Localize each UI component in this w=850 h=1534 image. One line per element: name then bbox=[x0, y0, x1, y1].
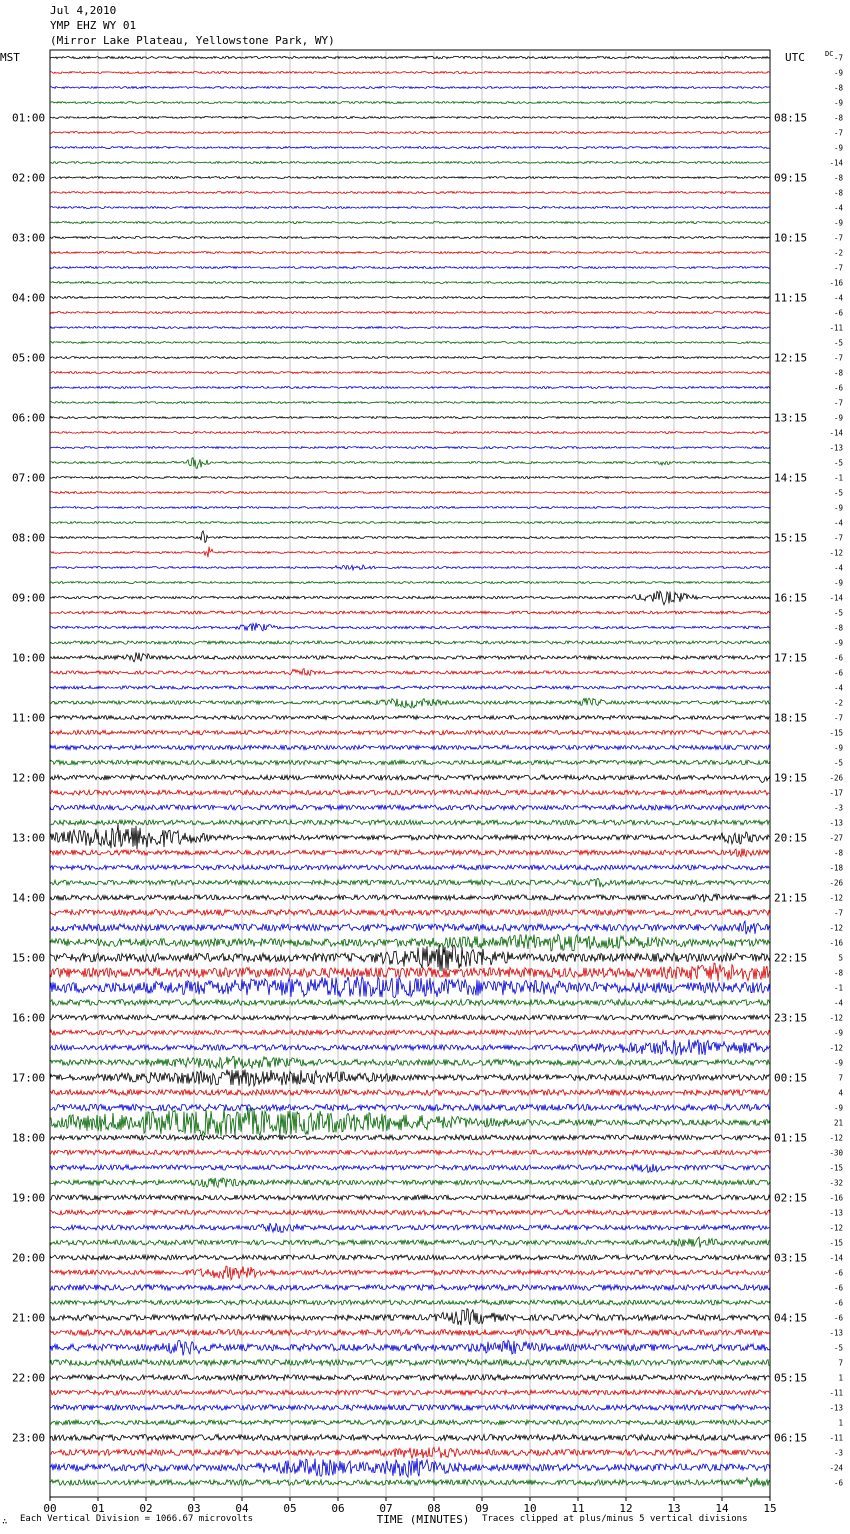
dc-offset-label: -15 bbox=[829, 1238, 843, 1248]
dc-offset-label: -1 bbox=[833, 983, 843, 993]
seismic-trace bbox=[50, 730, 770, 734]
seismic-trace bbox=[50, 1056, 770, 1069]
seismic-trace bbox=[50, 87, 770, 89]
dc-offset-label: -13 bbox=[829, 1328, 843, 1338]
seismic-trace bbox=[50, 1178, 770, 1188]
right-time-label: 18:15 bbox=[774, 711, 808, 725]
dc-offset-label: -8 bbox=[833, 188, 843, 198]
left-time-label: 19:00 bbox=[12, 1191, 46, 1205]
dc-offset-label: -12 bbox=[829, 1013, 843, 1023]
seismic-trace bbox=[50, 921, 770, 934]
seismic-trace bbox=[50, 547, 770, 558]
seismic-trace bbox=[50, 820, 770, 825]
seismic-trace bbox=[50, 237, 770, 239]
x-tick-label: 05 bbox=[283, 1502, 297, 1515]
right-axis-title: UTC bbox=[785, 51, 805, 64]
dc-offset-label: -7 bbox=[833, 53, 843, 63]
seismic-trace bbox=[50, 432, 770, 434]
seismic-trace bbox=[50, 1360, 770, 1366]
left-time-label: 09:00 bbox=[12, 591, 46, 605]
dc-offset-label: -15 bbox=[829, 1163, 843, 1173]
dc-offset-label: -14 bbox=[829, 1253, 843, 1263]
dc-column-title: DC bbox=[825, 50, 834, 58]
dc-offset-label: -4 bbox=[833, 998, 843, 1008]
seismic-trace bbox=[50, 1309, 770, 1326]
seismic-trace bbox=[50, 1015, 770, 1020]
seismic-trace bbox=[50, 1340, 770, 1355]
dc-offset-label: -16 bbox=[829, 1193, 843, 1203]
left-time-label: 15:00 bbox=[12, 951, 46, 965]
right-time-label: 22:15 bbox=[774, 951, 808, 965]
right-time-label: 12:15 bbox=[774, 351, 808, 365]
dc-offset-label: -13 bbox=[829, 818, 843, 828]
left-time-label: 13:00 bbox=[12, 831, 46, 845]
seismic-trace bbox=[50, 207, 770, 209]
dc-offset-label: -14 bbox=[829, 428, 843, 438]
dc-offset-label: -17 bbox=[829, 788, 843, 798]
dc-offset-label: 1 bbox=[838, 1373, 843, 1383]
seismic-trace bbox=[50, 686, 770, 689]
x-tick-label: 06 bbox=[331, 1502, 345, 1515]
seismic-trace bbox=[50, 824, 770, 849]
left-time-label: 10:00 bbox=[12, 651, 46, 665]
x-tick-label: 03 bbox=[187, 1502, 201, 1515]
dc-offset-label: -8 bbox=[833, 623, 843, 633]
x-tick-label: 07 bbox=[379, 1502, 393, 1515]
dc-offset-label: -12 bbox=[829, 923, 843, 933]
dc-offset-label: -6 bbox=[833, 668, 843, 678]
seismic-trace bbox=[50, 1255, 770, 1260]
seismic-trace bbox=[50, 1300, 770, 1305]
seismic-trace bbox=[50, 591, 770, 605]
dc-offset-label: -5 bbox=[833, 488, 843, 498]
seismic-trace bbox=[50, 1405, 770, 1411]
dc-offset-label: -11 bbox=[829, 1388, 843, 1398]
dc-offset-label: -4 bbox=[833, 518, 843, 528]
seismic-trace bbox=[50, 222, 770, 224]
dc-offset-label: -16 bbox=[829, 938, 843, 948]
seismic-trace bbox=[50, 934, 770, 951]
dc-offset-label: -9 bbox=[833, 98, 843, 108]
dc-offset-label: -6 bbox=[833, 383, 843, 393]
left-time-label: 04:00 bbox=[12, 291, 46, 305]
seismic-trace bbox=[50, 878, 770, 887]
seismic-trace bbox=[50, 56, 770, 58]
seismic-trace bbox=[50, 267, 770, 269]
chart-date: Jul 4,2010 bbox=[50, 4, 117, 17]
scale-note: Each Vertical Division = 1066.67 microvolts bbox=[20, 1514, 253, 1524]
dc-offset-label: -4 bbox=[833, 203, 843, 213]
seismic-trace bbox=[50, 716, 770, 720]
seismic-trace bbox=[50, 522, 770, 524]
dc-offset-label: 1 bbox=[838, 1418, 843, 1428]
seismic-trace bbox=[50, 1285, 770, 1291]
dc-offset-label: -8 bbox=[833, 968, 843, 978]
seismic-trace bbox=[50, 963, 770, 981]
right-time-label: 06:15 bbox=[774, 1431, 808, 1445]
dc-offset-label: -6 bbox=[833, 308, 843, 318]
dc-offset-label: 7 bbox=[838, 1358, 843, 1368]
left-time-label: 21:00 bbox=[12, 1311, 46, 1325]
dc-offset-label: -26 bbox=[829, 878, 843, 888]
right-time-label: 14:15 bbox=[774, 471, 808, 485]
seismic-trace bbox=[50, 945, 770, 972]
right-time-label: 11:15 bbox=[774, 291, 808, 305]
left-time-label: 05:00 bbox=[12, 351, 46, 365]
dc-offset-label: -3 bbox=[833, 1448, 843, 1458]
seismic-trace bbox=[50, 1195, 770, 1200]
seismic-trace bbox=[50, 1164, 770, 1172]
dc-offset-label: -1 bbox=[833, 473, 843, 483]
right-time-label: 00:15 bbox=[774, 1071, 808, 1085]
seismic-trace bbox=[50, 1237, 770, 1248]
dc-offset-label: -8 bbox=[833, 83, 843, 93]
right-time-label: 17:15 bbox=[774, 651, 808, 665]
seismic-trace bbox=[50, 910, 770, 916]
x-tick-label: 02 bbox=[139, 1502, 153, 1515]
seismic-trace bbox=[50, 102, 770, 104]
seismic-trace bbox=[50, 132, 770, 134]
x-tick-label: 11 bbox=[571, 1502, 585, 1515]
dc-offset-label: -16 bbox=[829, 278, 843, 288]
left-time-label: 14:00 bbox=[12, 891, 46, 905]
dc-offset-label: -30 bbox=[829, 1148, 843, 1158]
seismic-trace bbox=[50, 1223, 770, 1232]
right-time-label: 13:15 bbox=[774, 411, 808, 425]
seismic-trace bbox=[50, 611, 770, 614]
dc-offset-label: -7 bbox=[833, 908, 843, 918]
seismic-trace bbox=[50, 1447, 770, 1458]
seismic-trace bbox=[50, 1000, 770, 1006]
dc-offset-label: -6 bbox=[833, 1283, 843, 1293]
x-tick-label: 00 bbox=[43, 1502, 57, 1515]
dc-offset-label: -6 bbox=[833, 1478, 843, 1488]
dc-offset-label: -5 bbox=[833, 338, 843, 348]
right-time-label: 01:15 bbox=[774, 1131, 808, 1145]
dc-offset-label: -8 bbox=[833, 848, 843, 858]
left-time-label: 06:00 bbox=[12, 411, 46, 425]
right-time-label: 05:15 bbox=[774, 1371, 808, 1385]
seismic-trace bbox=[50, 477, 770, 479]
seismic-trace bbox=[50, 1108, 770, 1136]
dc-offset-label: -32 bbox=[829, 1178, 843, 1188]
seismic-trace bbox=[50, 1104, 770, 1110]
seismic-trace bbox=[50, 894, 770, 902]
dc-offset-label: -2 bbox=[833, 698, 843, 708]
seismic-trace bbox=[50, 976, 770, 997]
right-time-label: 21:15 bbox=[774, 891, 808, 905]
dc-offset-label: -7 bbox=[833, 233, 843, 243]
dc-offset-label: 4 bbox=[838, 1088, 843, 1098]
seismic-trace bbox=[50, 1030, 770, 1035]
dc-offset-label: -7 bbox=[833, 713, 843, 723]
seismic-trace bbox=[50, 402, 770, 404]
seismic-trace bbox=[50, 669, 770, 676]
dc-offset-label: -18 bbox=[829, 863, 843, 873]
seismic-trace bbox=[50, 698, 770, 708]
x-tick-label: 01 bbox=[91, 1502, 105, 1515]
seismic-trace bbox=[50, 417, 770, 419]
dc-offset-label: -8 bbox=[833, 173, 843, 183]
seismic-trace bbox=[50, 1478, 770, 1488]
seismic-trace bbox=[50, 342, 770, 344]
seismic-trace bbox=[50, 1266, 770, 1280]
seismic-trace bbox=[50, 507, 770, 509]
seismic-trace bbox=[50, 72, 770, 74]
x-tick-label: 14 bbox=[715, 1502, 729, 1515]
dc-offset-label: -12 bbox=[829, 893, 843, 903]
left-time-label: 02:00 bbox=[12, 171, 46, 185]
seismic-trace bbox=[50, 1135, 770, 1140]
seismic-trace bbox=[50, 1375, 770, 1381]
dc-offset-label: -13 bbox=[829, 443, 843, 453]
x-tick-label: 15 bbox=[763, 1502, 777, 1515]
seismic-trace bbox=[50, 775, 770, 783]
x-tick-label: 04 bbox=[235, 1502, 249, 1515]
clip-note: Traces clipped at plus/minus 5 vertical divisions bbox=[482, 1514, 748, 1524]
dc-offset-label: -9 bbox=[833, 413, 843, 423]
x-tick-label: 12 bbox=[619, 1502, 633, 1515]
seismic-trace bbox=[50, 458, 770, 469]
dc-offset-label: -27 bbox=[829, 833, 843, 843]
seismic-trace bbox=[50, 117, 770, 119]
x-axis-title: TIME (MINUTES) bbox=[376, 1513, 470, 1526]
dc-offset-label: -5 bbox=[833, 458, 843, 468]
seismic-trace bbox=[50, 357, 770, 359]
right-time-label: 23:15 bbox=[774, 1011, 808, 1025]
dc-offset-label: -12 bbox=[829, 1223, 843, 1233]
dc-offset-label: 7 bbox=[838, 1073, 843, 1083]
right-time-label: 20:15 bbox=[774, 831, 808, 845]
seismic-trace bbox=[50, 252, 770, 254]
seismic-trace bbox=[50, 623, 770, 631]
seismic-trace bbox=[50, 1420, 770, 1425]
dc-offset-label: -6 bbox=[833, 1268, 843, 1278]
left-time-label: 22:00 bbox=[12, 1371, 46, 1385]
right-time-label: 15:15 bbox=[774, 531, 808, 545]
x-tick-label: 13 bbox=[667, 1502, 681, 1515]
seismic-trace bbox=[50, 1039, 770, 1055]
left-time-label: 01:00 bbox=[12, 111, 46, 125]
dc-offset-label: -8 bbox=[833, 368, 843, 378]
seismic-trace bbox=[50, 387, 770, 389]
x-tick-label: 08 bbox=[427, 1502, 441, 1515]
seismic-trace bbox=[50, 865, 770, 870]
seismic-trace bbox=[50, 177, 770, 179]
dc-offset-label: -6 bbox=[833, 1313, 843, 1323]
dc-offset-label: -15 bbox=[829, 728, 843, 738]
seismic-trace bbox=[50, 1458, 770, 1477]
dc-offset-label: -12 bbox=[829, 548, 843, 558]
dc-offset-label: -5 bbox=[833, 1343, 843, 1353]
right-time-label: 02:15 bbox=[774, 1191, 808, 1205]
left-time-label: 18:00 bbox=[12, 1131, 46, 1145]
dc-offset-label: -3 bbox=[833, 803, 843, 813]
dc-offset-label: -13 bbox=[829, 1403, 843, 1413]
seismic-trace bbox=[50, 790, 770, 795]
seismic-trace bbox=[50, 162, 770, 164]
seismic-trace bbox=[50, 641, 770, 644]
dc-offset-label: -9 bbox=[833, 1058, 843, 1068]
seismic-trace bbox=[50, 372, 770, 374]
dc-offset-label: -7 bbox=[833, 533, 843, 543]
dc-offset-label: -5 bbox=[833, 758, 843, 768]
seismic-trace bbox=[50, 760, 770, 765]
right-time-label: 10:15 bbox=[774, 231, 808, 245]
left-time-label: 17:00 bbox=[12, 1071, 46, 1085]
dc-offset-label: -5 bbox=[833, 608, 843, 618]
seismic-trace bbox=[50, 565, 770, 570]
dc-offset-label: -8 bbox=[833, 113, 843, 123]
seismic-trace bbox=[50, 1435, 770, 1441]
dc-offset-label: -14 bbox=[829, 593, 843, 603]
left-axis-title: MST bbox=[0, 51, 20, 64]
right-time-label: 04:15 bbox=[774, 1311, 808, 1325]
left-time-label: 11:00 bbox=[12, 711, 46, 725]
dc-offset-label: -9 bbox=[833, 143, 843, 153]
dc-offset-label: -7 bbox=[833, 353, 843, 363]
seismic-trace bbox=[50, 745, 770, 749]
seismic-trace bbox=[50, 1390, 770, 1395]
dc-offset-label: -12 bbox=[829, 1043, 843, 1053]
dc-offset-label: -9 bbox=[833, 218, 843, 228]
seismic-trace bbox=[50, 1210, 770, 1215]
seismic-trace bbox=[50, 282, 770, 284]
right-time-label: 16:15 bbox=[774, 591, 808, 605]
dc-offset-label: 21 bbox=[833, 1118, 843, 1128]
seismic-trace bbox=[50, 849, 770, 857]
dc-offset-label: -7 bbox=[833, 263, 843, 273]
left-time-label: 07:00 bbox=[12, 471, 46, 485]
seismic-trace bbox=[50, 805, 770, 810]
seismic-trace bbox=[50, 447, 770, 449]
right-time-label: 08:15 bbox=[774, 111, 808, 125]
station-code: YMP EHZ WY 01 bbox=[50, 19, 137, 32]
dc-offset-label: -13 bbox=[829, 1208, 843, 1218]
left-time-label: 12:00 bbox=[12, 771, 46, 785]
seismic-trace bbox=[50, 652, 770, 661]
dc-offset-label: -7 bbox=[833, 398, 843, 408]
seismic-trace bbox=[50, 327, 770, 329]
dc-offset-label: -12 bbox=[829, 1133, 843, 1143]
dc-offset-label: -11 bbox=[829, 323, 843, 333]
left-time-label: 08:00 bbox=[12, 531, 46, 545]
left-time-label: 03:00 bbox=[12, 231, 46, 245]
dc-offset-label: -11 bbox=[829, 1433, 843, 1443]
station-location: (Mirror Lake Plateau, Yellowstone Park, WY) bbox=[50, 34, 335, 47]
dc-offset-label: -9 bbox=[833, 68, 843, 78]
seismic-trace bbox=[50, 297, 770, 299]
dc-offset-label: -4 bbox=[833, 683, 843, 693]
dc-offset-label: -14 bbox=[829, 158, 843, 168]
seismic-trace bbox=[50, 582, 770, 584]
seismic-trace bbox=[50, 492, 770, 494]
dc-offset-label: -9 bbox=[833, 1103, 843, 1113]
seismic-trace bbox=[50, 1150, 770, 1155]
seismic-trace bbox=[50, 147, 770, 149]
right-time-label: 03:15 bbox=[774, 1251, 808, 1265]
left-time-label: 16:00 bbox=[12, 1011, 46, 1025]
dc-offset-label: -9 bbox=[833, 638, 843, 648]
dc-offset-label: -24 bbox=[829, 1463, 843, 1473]
footer-mark: ∴ bbox=[2, 1517, 8, 1527]
dc-offset-label: -9 bbox=[833, 578, 843, 588]
right-time-label: 19:15 bbox=[774, 771, 808, 785]
x-tick-label: 10 bbox=[523, 1502, 537, 1515]
dc-offset-label: -6 bbox=[833, 1298, 843, 1308]
seismic-trace bbox=[50, 1330, 770, 1336]
seismic-trace bbox=[50, 1090, 770, 1096]
dc-offset-label: -7 bbox=[833, 128, 843, 138]
seismic-trace bbox=[50, 1070, 770, 1087]
dc-offset-label: -9 bbox=[833, 503, 843, 513]
dc-offset-label: 5 bbox=[838, 953, 843, 963]
left-time-label: 20:00 bbox=[12, 1251, 46, 1265]
right-time-label: 09:15 bbox=[774, 171, 808, 185]
dc-offset-label: -9 bbox=[833, 743, 843, 753]
dc-offset-label: -6 bbox=[833, 653, 843, 663]
dc-offset-label: -26 bbox=[829, 773, 843, 783]
x-tick-label: 09 bbox=[475, 1502, 489, 1515]
dc-offset-label: -4 bbox=[833, 293, 843, 303]
seismic-trace bbox=[50, 312, 770, 314]
left-time-label: 23:00 bbox=[12, 1431, 46, 1445]
dc-offset-label: -4 bbox=[833, 563, 843, 573]
dc-offset-label: -9 bbox=[833, 1028, 843, 1038]
seismic-trace bbox=[50, 192, 770, 194]
seismic-trace bbox=[50, 531, 770, 543]
dc-offset-label: -2 bbox=[833, 248, 843, 258]
